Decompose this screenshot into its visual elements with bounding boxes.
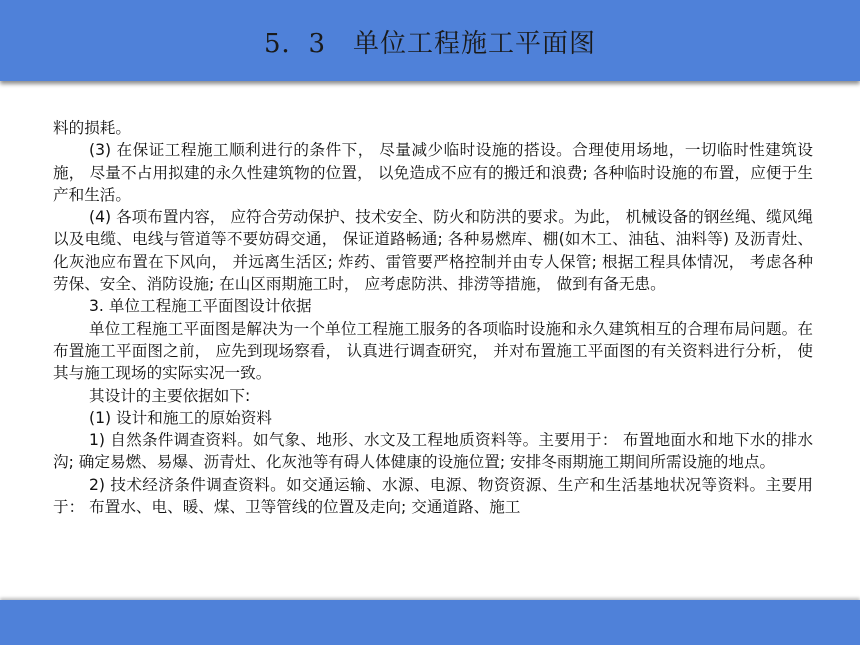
body-text: [53, 117, 813, 518]
list-item: 1) 自然条件调查资料。如气象、地形、水文及工程地质资料等。主要用于： 布置地面水和地下水的排水沟; 确定易燃、易爆、沥青灶、化灰池等有碍人体健康的设施位置; 安排冬雨期施工期间所需设施的地点。: [53, 431, 813, 472]
list-heading: (1) 设计和施工的原始资料: [89, 408, 272, 427]
footer-bar: [0, 600, 860, 645]
page-title: 5．3 单位工程施工平面图: [263, 29, 597, 59]
paragraph: (3) 在保证工程施工顺利进行的条件下， 尽量减少临时设施的搭设。合理使用场地，一切临时性建筑设施， 尽量不占用拟建的永久性建筑物的位置， 以免造成不应有的搬迁和浪费; 各种临时设施的布置，应便于生产和生活。: [53, 141, 813, 204]
paragraph: (4) 各项布置内容， 应符合劳动保护、技术安全、防火和防洪的要求。为此， 机械设备的钢丝绳、缆风绳以及电缆、电线与管道等不要妨碍交通， 保证道路畅通; 各种易燃库、棚(如木工、油毡、油料等) 及沥青灶、化灰池应布置在下风向， 并远离生活区; 炸药、雷管要严格控制并由专人保管; 根据工程具体情况， 考虑各种劳保、安全、消防设施; 在山区雨期施工时， 应考虑防洪、排涝等措施， 做到有备无患。: [53, 208, 813, 294]
section-heading: 3. 单位工程施工平面图设计依据: [89, 297, 312, 316]
paragraph: 料的损耗。: [53, 119, 131, 137]
title-bar: [0, 0, 860, 81]
list-item: 2) 技术经济条件调查资料。如交通运输、水源、电源、物资资源、生产和生活基地状况等资料。主要用于： 布置水、电、暖、煤、卫等管线的位置及走向; 交通道路、施工: [53, 475, 813, 517]
paragraph: 其设计的主要依据如下:: [89, 386, 251, 405]
paragraph: 单位工程施工平面图是解决为一个单位工程施工服务的各项临时设施和永久建筑相互的合理布局问题。在布置施工平面图之前， 应先到现场察看， 认真进行调查研究， 并对布置施工平面图的有关资料进行分析， 使其与施工现场的实际实况一致。: [53, 319, 813, 383]
